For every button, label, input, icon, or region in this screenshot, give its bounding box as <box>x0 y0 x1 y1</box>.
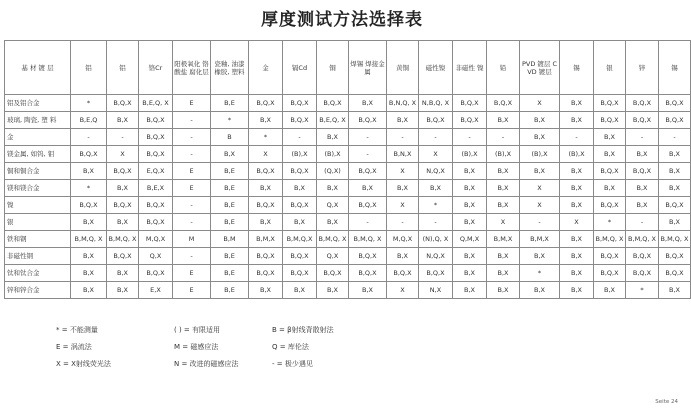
table-cell: (Q,X) <box>317 163 349 180</box>
table-cell: B,Q,X <box>626 265 659 282</box>
legend-item: Q = 库伦法 <box>272 342 309 351</box>
header-row <box>5 41 691 95</box>
table-cell: - <box>560 129 594 146</box>
column-header: 焊锡 焊接金属 <box>349 41 387 95</box>
table-cell: B,Q,X <box>387 265 419 282</box>
legend-item: ( ) = 有限适用 <box>174 325 221 334</box>
table-cell: B,Q,X <box>349 248 387 265</box>
table-cell: X <box>520 197 560 214</box>
table-row <box>5 197 691 214</box>
table-cell: B,X <box>453 163 487 180</box>
table-cell: B,Q,X <box>659 248 691 265</box>
table-cell: B,Q,X <box>594 112 626 129</box>
table-cell: B,X <box>594 180 626 197</box>
table-cell: B,M,Q,X <box>283 231 317 248</box>
table-cell: B,X <box>249 180 283 197</box>
table-cell: N,Q,X <box>419 163 453 180</box>
table-cell: B,X <box>594 282 626 299</box>
table-cell: B,X <box>594 129 626 146</box>
table-cell: B,X <box>71 248 107 265</box>
table-cell: B,M,X <box>487 231 520 248</box>
table-cell: * <box>71 95 107 112</box>
table-cell: B,Q,X <box>283 265 317 282</box>
table-cell: B,X <box>560 265 594 282</box>
table-cell: E <box>173 95 211 112</box>
table-cell: * <box>419 197 453 214</box>
table-cell: M <box>173 231 211 248</box>
table-cell: B,X <box>626 197 659 214</box>
table-cell: B,X <box>560 231 594 248</box>
column-header: 阳极氧化 铬酸盐 腐化层 <box>173 41 211 95</box>
table-cell: B,X <box>317 214 349 231</box>
table-row <box>5 163 691 180</box>
table-cell: B,X <box>659 163 691 180</box>
table-cell: Q,X <box>139 248 173 265</box>
page-title: 厚度测试方法选择表 <box>261 10 423 30</box>
table-cell: B,E <box>211 214 249 231</box>
table-cell: X <box>387 282 419 299</box>
table-cell: N,Q,X <box>419 248 453 265</box>
table-cell: B,E,Q, X <box>317 112 349 129</box>
column-header: 金 <box>249 41 283 95</box>
table-cell: B,X <box>211 146 249 163</box>
column-header: 锡 <box>560 41 594 95</box>
table-cell: B,Q,X <box>594 265 626 282</box>
table-cell: B,Q,X <box>594 163 626 180</box>
legend-row <box>56 321 456 338</box>
table-cell: B,Q,X <box>283 163 317 180</box>
table-cell: B,Q,X <box>419 112 453 129</box>
row-header: 铜和铜合金 <box>5 163 71 180</box>
table-cell: B,X <box>594 146 626 163</box>
table-cell: B,X <box>71 265 107 282</box>
table-cell: B,Q,X <box>139 214 173 231</box>
table-cell: X <box>520 95 560 112</box>
column-header: 锡 <box>659 41 691 95</box>
table-cell: B,X <box>387 112 419 129</box>
table-row <box>5 231 691 248</box>
table-cell: B,X <box>560 180 594 197</box>
table-cell: B,X <box>249 112 283 129</box>
table-cell: B,Q,X <box>594 248 626 265</box>
header-corner-cell: 基 材 镀 层 <box>5 41 71 95</box>
column-header: 铜 <box>317 41 349 95</box>
table-cell: B,Q,X <box>139 197 173 214</box>
table-cell: X <box>107 146 139 163</box>
table-cell: B,X <box>560 95 594 112</box>
table-cell: - <box>173 129 211 146</box>
table-cell: B,X <box>107 282 139 299</box>
table-cell: Q,X <box>317 197 349 214</box>
table-row <box>5 265 691 282</box>
table-cell: B,X <box>249 214 283 231</box>
table-row <box>5 180 691 197</box>
table-cell: * <box>71 180 107 197</box>
table-cell: - <box>520 214 560 231</box>
table-cell: B,X <box>487 265 520 282</box>
column-header: 磁性镍 <box>419 41 453 95</box>
table-cell: B,M,X <box>520 231 560 248</box>
table-cell: B,X <box>453 197 487 214</box>
table-cell: B,X <box>453 180 487 197</box>
legend-row <box>56 355 456 372</box>
table-cell: B,X <box>626 146 659 163</box>
table-cell: B,X <box>107 265 139 282</box>
table-cell: - <box>349 146 387 163</box>
table-cell: - <box>71 129 107 146</box>
table-cell: - <box>387 129 419 146</box>
table-cell: B,X <box>453 248 487 265</box>
table-cell: - <box>487 129 520 146</box>
table-cell: B,X <box>520 248 560 265</box>
table-cell: (B),X <box>560 146 594 163</box>
table-cell: Q,M,X <box>453 231 487 248</box>
table-cell: - <box>107 129 139 146</box>
table-cell: B,X <box>107 214 139 231</box>
table-cell: B,X <box>560 197 594 214</box>
table-cell: X <box>419 146 453 163</box>
table-cell: - <box>173 248 211 265</box>
column-header: 铬Cr <box>139 41 173 95</box>
table-cell: (B),X <box>453 146 487 163</box>
table-cell: B,E <box>211 180 249 197</box>
table-cell: - <box>453 129 487 146</box>
table-cell: B,X <box>453 265 487 282</box>
column-header: 铅 <box>487 41 520 95</box>
table-cell: - <box>173 146 211 163</box>
table-row <box>5 282 691 299</box>
table-cell: E <box>173 163 211 180</box>
table-cell: B,Q,X <box>139 146 173 163</box>
table-cell: B,Q,X <box>453 112 487 129</box>
table-cell: B <box>211 129 249 146</box>
table-cell: B,Q,X <box>71 197 107 214</box>
table-cell: B,X <box>71 163 107 180</box>
table-cell: B,Q,X <box>594 95 626 112</box>
row-header: 玻璃, 陶瓷, 塑 料 <box>5 112 71 129</box>
table-cell: B,X <box>249 282 283 299</box>
table-cell: B,N,Q, X <box>387 95 419 112</box>
table-cell: B,Q,X <box>139 129 173 146</box>
row-header: 铝及铝合金 <box>5 95 71 112</box>
table-cell: E,Q,X <box>139 163 173 180</box>
column-header: PVD 镀层 CVD 镀层 <box>520 41 560 95</box>
table-cell: (B),X <box>283 146 317 163</box>
table-cell: - <box>173 214 211 231</box>
table-cell: B,X <box>659 146 691 163</box>
table-cell: B,Q,X <box>107 95 139 112</box>
table-cell: B,X <box>487 197 520 214</box>
table-cell: * <box>626 282 659 299</box>
table-cell: Q,X <box>317 248 349 265</box>
table-cell: * <box>211 112 249 129</box>
legend-item: M = 磁感应法 <box>174 342 219 351</box>
table-cell: B,Q,X <box>626 248 659 265</box>
table-cell: B,E <box>211 163 249 180</box>
table-cell: - <box>173 197 211 214</box>
table-cell: B,X <box>317 129 349 146</box>
table-row <box>5 214 691 231</box>
table-cell: - <box>173 112 211 129</box>
table-cell: * <box>594 214 626 231</box>
table-cell: B,Q,X <box>349 163 387 180</box>
table-cell: B,M,Q, X <box>594 231 626 248</box>
table-cell: B,Q,X <box>107 163 139 180</box>
table-cell: B,X <box>560 112 594 129</box>
table-cell: B,X <box>349 180 387 197</box>
row-header: 银 <box>5 214 71 231</box>
column-header: 铝 <box>107 41 139 95</box>
table-cell: B,Q,X <box>249 197 283 214</box>
table-cell: * <box>249 129 283 146</box>
legend-item: - = 极少遇见 <box>272 359 313 368</box>
legend-item: * = 不能测量 <box>56 325 98 334</box>
table-cell: B,N,X <box>387 146 419 163</box>
table-body <box>5 95 691 299</box>
table-cell: - <box>349 214 387 231</box>
table-cell: B,X <box>71 214 107 231</box>
table-cell: B,Q,X <box>139 265 173 282</box>
table-cell: E,X <box>139 282 173 299</box>
table-cell: B,X <box>283 282 317 299</box>
table-cell: B,X <box>419 180 453 197</box>
row-header: 金 <box>5 129 71 146</box>
table-cell: X <box>487 214 520 231</box>
table-row <box>5 95 691 112</box>
table-cell: X <box>387 197 419 214</box>
table-cell: B,Q,X <box>659 265 691 282</box>
table-cell: B,Q,X <box>249 265 283 282</box>
table-cell: M,Q,X <box>387 231 419 248</box>
table-cell: B,M,Q, X <box>626 231 659 248</box>
table-cell: B,Q,X <box>349 197 387 214</box>
table-cell: B,Q,X <box>659 112 691 129</box>
column-header: 非磁性 镍 <box>453 41 487 95</box>
table-cell: B,X <box>387 180 419 197</box>
table-cell: M,Q,X <box>139 231 173 248</box>
row-header: 镁金属, 如钨, 钼 <box>5 146 71 163</box>
table-cell: B,E,X <box>139 180 173 197</box>
table-cell: B,X <box>487 112 520 129</box>
column-header: 银 <box>594 41 626 95</box>
table-cell: B,X <box>283 214 317 231</box>
table-cell: B,Q,X <box>626 163 659 180</box>
table-cell: B,Q,X <box>659 197 691 214</box>
column-header: 黄铜 <box>387 41 419 95</box>
legend-item: E = 涡流法 <box>56 342 92 351</box>
table-cell: B,X <box>487 282 520 299</box>
table-cell: B,Q,X <box>453 95 487 112</box>
table-cell: E <box>173 282 211 299</box>
table-cell: B,Q,X <box>249 95 283 112</box>
table-cell: B,X <box>453 214 487 231</box>
table-cell: B,Q,X <box>283 112 317 129</box>
column-header: 铝 <box>71 41 107 95</box>
table-cell: B,X <box>453 282 487 299</box>
table-cell: B,E,Q <box>71 112 107 129</box>
table-row <box>5 129 691 146</box>
table-cell: B,M,Q, X <box>107 231 139 248</box>
table-cell: B,Q,X <box>249 248 283 265</box>
legend-row <box>56 338 456 355</box>
row-header: 铁和钢 <box>5 231 71 248</box>
table-cell: B,Q,X <box>626 95 659 112</box>
table-cell: B,Q,X <box>349 265 387 282</box>
table-cell: B,E <box>211 95 249 112</box>
table-cell: - <box>419 214 453 231</box>
table-cell: B,Q,X <box>71 146 107 163</box>
table-cell: B,Q,X <box>626 112 659 129</box>
table-cell: - <box>626 214 659 231</box>
table-cell: X <box>520 180 560 197</box>
table-cell: N,B,Q, X <box>419 95 453 112</box>
table-cell: B,E,Q, X <box>139 95 173 112</box>
table-cell: B,X <box>659 214 691 231</box>
column-header: 瓷釉, 油漆 橡胶, 塑料 <box>211 41 249 95</box>
table-cell: B,X <box>520 163 560 180</box>
table-cell: (N),Q, X <box>419 231 453 248</box>
table-cell: B,Q,X <box>249 163 283 180</box>
table-cell: B,Q,X <box>283 95 317 112</box>
table-cell: B,X <box>387 248 419 265</box>
table-cell: B,Q,X <box>107 248 139 265</box>
table-cell: B,X <box>626 180 659 197</box>
table-cell: - <box>626 129 659 146</box>
table-row <box>5 112 691 129</box>
table-cell: B,X <box>487 180 520 197</box>
table-cell: B,X <box>659 282 691 299</box>
table-cell: E <box>173 265 211 282</box>
table-cell: B,E <box>211 248 249 265</box>
table-cell: B,X <box>71 282 107 299</box>
row-header: 非磁性钢 <box>5 248 71 265</box>
table-cell: B,X <box>107 180 139 197</box>
legend-item: B = β射线背散射法 <box>272 325 334 334</box>
table-cell: (B),X <box>520 146 560 163</box>
table-cell: B,X <box>560 248 594 265</box>
table-cell: B,M <box>211 231 249 248</box>
table-cell: - <box>419 129 453 146</box>
legend-item: X = X射线荧光法 <box>56 359 111 368</box>
column-header: 镉Cd <box>283 41 317 95</box>
table-cell: B,Q,X <box>107 197 139 214</box>
table-cell: B,X <box>349 282 387 299</box>
row-header: 镍 <box>5 197 71 214</box>
table-cell: (B),X <box>487 146 520 163</box>
table-cell: B,Q,X <box>487 95 520 112</box>
row-header: 锌和锌合金 <box>5 282 71 299</box>
table-cell: B,Q,X <box>317 95 349 112</box>
table-cell: - <box>387 214 419 231</box>
table-cell: B,E <box>211 265 249 282</box>
table-cell: B,Q,X <box>283 197 317 214</box>
method-table <box>4 40 691 299</box>
table-cell: B,X <box>317 180 349 197</box>
table-cell: B,Q,X <box>139 112 173 129</box>
table-cell: B,Q,X <box>659 95 691 112</box>
table-cell: B,M,Q, X <box>349 231 387 248</box>
table-cell: B,Q,X <box>594 197 626 214</box>
table-cell: B,X <box>487 248 520 265</box>
table-cell: B,Q,X <box>317 265 349 282</box>
table-cell: B,X <box>520 129 560 146</box>
table-row <box>5 248 691 265</box>
table-cell: B,Q,X <box>283 248 317 265</box>
table-cell: * <box>520 265 560 282</box>
table-cell: (B),X <box>317 146 349 163</box>
table-cell: X <box>387 163 419 180</box>
page-number: Seite 24 <box>655 399 678 405</box>
table-cell: B,X <box>520 112 560 129</box>
table-cell: X <box>560 214 594 231</box>
table-cell: B,X <box>487 163 520 180</box>
table-cell: B,X <box>659 180 691 197</box>
table-cell: B,X <box>283 180 317 197</box>
table-cell: B,X <box>520 282 560 299</box>
table-cell: - <box>283 129 317 146</box>
table-cell: B,M,X <box>249 231 283 248</box>
table-cell: N,X <box>419 282 453 299</box>
legend-item: N = 改进的磁感应法 <box>174 359 239 368</box>
row-header: 镁和镁合金 <box>5 180 71 197</box>
column-header: 锌 <box>626 41 659 95</box>
table-cell: B,Q,X <box>419 265 453 282</box>
legend <box>56 321 456 372</box>
table-cell: B,M,Q, X <box>317 231 349 248</box>
table-cell: B,Q,X <box>349 112 387 129</box>
table-cell: E <box>173 180 211 197</box>
table-cell: B,E <box>211 282 249 299</box>
table-cell: - <box>659 129 691 146</box>
table-cell: B,X <box>349 95 387 112</box>
table-cell: - <box>349 129 387 146</box>
table-cell: B,X <box>317 282 349 299</box>
row-header: 钛和钛合金 <box>5 265 71 282</box>
table-cell: B,M,Q, X <box>659 231 691 248</box>
table-cell: X <box>249 146 283 163</box>
table-cell: B,X <box>107 112 139 129</box>
table-row <box>5 146 691 163</box>
table-cell: B,E <box>211 197 249 214</box>
table-cell: B,X <box>560 163 594 180</box>
table-cell: B,M,Q, X <box>71 231 107 248</box>
table-cell: B,X <box>560 282 594 299</box>
